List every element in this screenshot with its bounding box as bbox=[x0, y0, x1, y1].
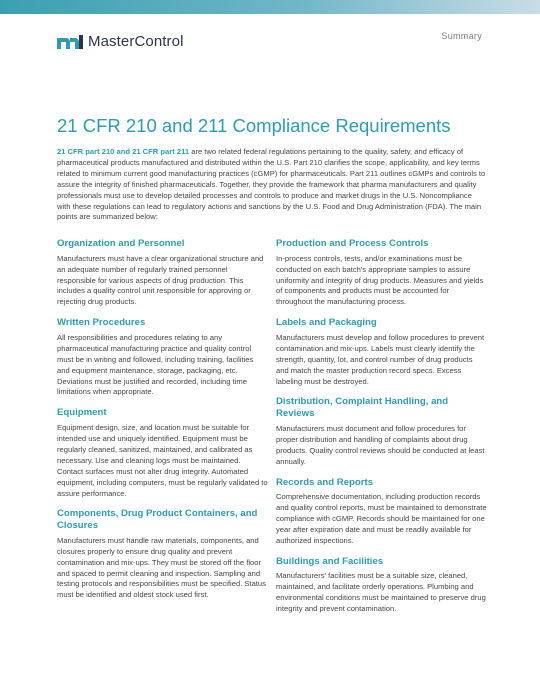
intro-lead: 21 CFR part 210 and 21 CFR part 211 bbox=[57, 147, 190, 156]
section-heading: Distribution, Complaint Handling, and Reviews bbox=[276, 396, 449, 420]
logo bbox=[57, 33, 184, 50]
section-equipment bbox=[57, 407, 268, 499]
document-label: Summary bbox=[441, 31, 482, 41]
mastercontrol-logo-icon bbox=[57, 35, 83, 49]
section-text: In-process controls, tests, and/or examinations must be conducted on each batch's appropriate samples to assure uniformity and integrity of drug products. Measures and yields of components and products must be accounted for throughout the manufacturing process. bbox=[276, 253, 484, 307]
section-heading: Labels and Packaging bbox=[276, 317, 377, 329]
section-distribution-complaints-reviews bbox=[276, 396, 487, 467]
logo-text: MasterControl bbox=[88, 33, 184, 50]
section-heading: Production and Process Controls bbox=[276, 238, 429, 249]
intro-body: are two related federal regulations pertaining to the quality, safety, and efficacy of pharmaceutical products manufactured and distributed within the U.S. Part 210 clarifies the scope, applicability, and key terms related to minimum current good manufacturing practices (cGMP) for pharmaceuticals. Part 211 outlines cGMPs and controls to assure the integrity of finished pharmaceuticals. Together, they provide the framework that pharma manufacturers and quality professionals must use to develop detailed processes and controls to produce and market drugs in the U.S. Noncompliance with these regulations can lead to regulatory actions and sanctions by the U.S. Food and Drug Administration (FDA). The main points are summarized below: bbox=[57, 147, 486, 222]
section-text: Equipment design, size, and location must be suitable for intended use and uniquely identified. Equipment must be regularly cleaned, sanitized, maintained, and calibrated as necessary. Use and cleaning logs must be maintained. Contact surfaces must not alter drug integrity. Automated equipment, including computers, must be regularly validated to assure performance. bbox=[57, 423, 268, 498]
section-heading: Components, Drug Product Containers, and Closures bbox=[57, 508, 258, 532]
right-column bbox=[276, 238, 487, 624]
section-buildings-facilities bbox=[276, 556, 487, 615]
section-records-reports bbox=[276, 477, 487, 547]
section-production-process-controls bbox=[276, 238, 487, 308]
section-heading: Records and Reports bbox=[276, 476, 374, 488]
section-heading: Buildings and Facilities bbox=[276, 555, 384, 567]
section-heading: Organization and Personnel bbox=[57, 238, 185, 249]
section-text: Manufacturers must document and follow procedures for proper distribution and handling of complaints about drug products. Quality control reviews should be conducted at least annually. bbox=[276, 423, 485, 466]
section-heading: Written Procedures bbox=[57, 317, 146, 329]
section-organization-personnel bbox=[57, 238, 268, 308]
section-text: Manufacturers must handle raw materials, components, and closures properly to ensure drug quality and prevent contamination and mix-ups. They must be stored off the floor and spaced to permit cleaning and inspection. Sampling and testing protocols and responsibilities must be specified. Status must be identified and oldest stock used first. bbox=[57, 535, 266, 600]
section-text: All responsibilities and procedures relating to any pharmaceutical manufacturing practice and quality control must be in writing and followed, including training, facilities and equipment maintenance, storage, packaging, etc. Deviations must be justified and recorded, including time limitations when appropriate. bbox=[57, 332, 254, 397]
section-heading: Equipment bbox=[57, 407, 107, 419]
page-title: 21 CFR 210 and 211 Compliance Requirements bbox=[57, 115, 451, 136]
intro-paragraph bbox=[57, 147, 487, 223]
section-text: Manufacturers must develop and follow procedures to prevent contamination and mix-ups. Labels must clearly identify the strength, quantity, lot, and control number of drug products and match the master production record specs. Excess labeling must be destroyed. bbox=[276, 332, 485, 386]
section-text: Manufacturers must have a clear organizational structure and an adequate number of regularly trained personnel responsible for various aspects of drug production. This includes a quality control unit responsible for approving or rejecting drug products. bbox=[57, 253, 264, 307]
section-components-containers-closures bbox=[57, 508, 268, 601]
section-text: Manufacturers' facilities must be a suitable size, cleaned, maintained, and facilitate orderly operations. Plumbing and environmental conditions must be maintained to preserve drug integrity and prevent contamination. bbox=[276, 571, 486, 614]
top-accent-bar bbox=[0, 0, 540, 14]
section-text: Comprehensive documentation, including production records and quality control reports, must be maintained to demonstrate compliance with cGMP. Records should be maintained for one year after expiration date and must be readily available for authorized inspections. bbox=[276, 492, 487, 545]
section-written-procedures bbox=[57, 317, 268, 398]
left-column bbox=[57, 238, 268, 610]
section-labels-packaging bbox=[276, 317, 487, 387]
